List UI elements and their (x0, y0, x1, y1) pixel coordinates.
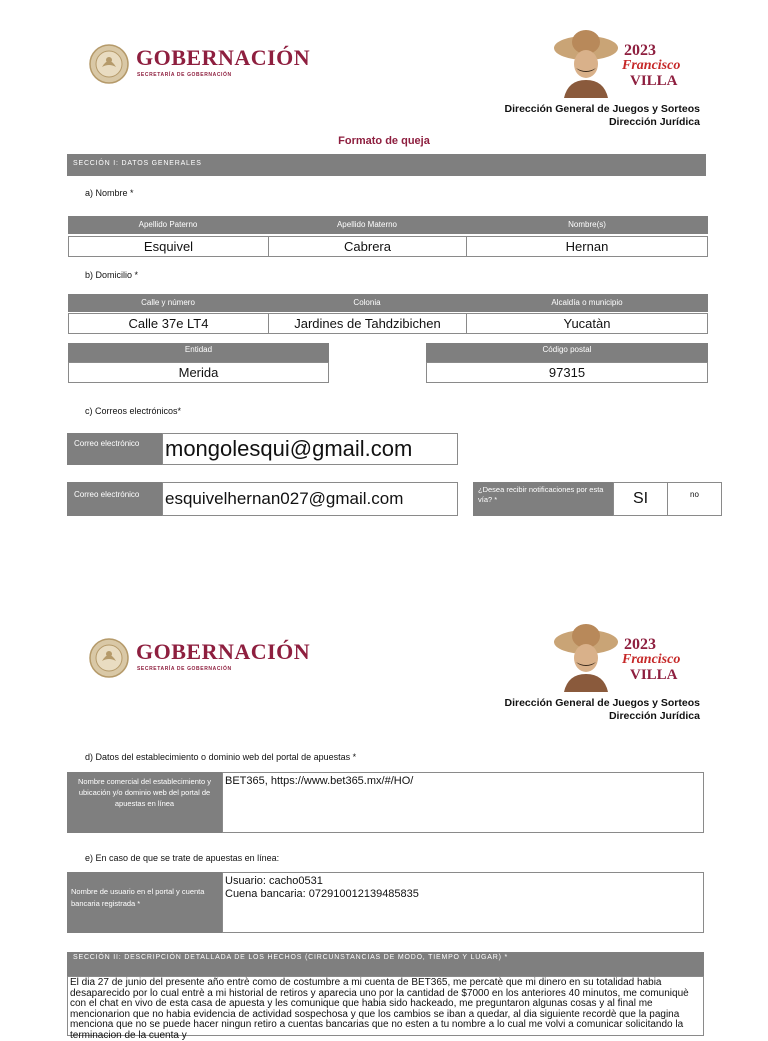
form-title: Formato de queja (338, 135, 430, 147)
gob-title-2: GOBERNACIÓN (136, 639, 311, 664)
villa-portrait-icon (552, 28, 622, 98)
label-establecimiento: d) Datos del establecimiento o dominio web del portal de apuestas * (85, 752, 357, 762)
header-entidad: Entidad (68, 343, 329, 363)
input-nombres[interactable]: Hernan (466, 236, 708, 257)
notif-option-no[interactable]: no (667, 482, 722, 516)
header-nombres: Nombre(s) (466, 216, 708, 234)
header-direcciones-2 (400, 697, 700, 723)
direccion-juridica-2: Dirección Jurídica (608, 710, 700, 722)
villa-year: 2023 (624, 42, 656, 59)
gobernacion-logo (88, 40, 328, 86)
label-domicilio: b) Domicilio * (85, 270, 139, 280)
direccion-juridica: Dirección Jurídica (608, 116, 700, 128)
usuario-value: Usuario: cacho0531 (225, 875, 323, 887)
establecimiento-label: Nombre comercial del establecimiento y ubicación y/o dominio web del portal de apuestas en línea (67, 772, 222, 833)
villa-name-last: VILLA (630, 73, 678, 89)
gob-subtitle-2: SECRETARÍA DE GOBERNACIÓN (137, 666, 232, 672)
villa-name-last-2: VILLA (630, 667, 678, 683)
header-colonia: Colonia (268, 294, 466, 312)
establecimiento-input[interactable]: BET365, https://www.bet365.mx/#/HO/ (222, 772, 704, 833)
villa-portrait-icon (552, 622, 622, 692)
notif-option-si[interactable]: SI (613, 482, 668, 516)
usuario-cuenta-label: Nombre de usuario en el portal y cuenta bancaria registrada * (67, 872, 222, 933)
header-apellido-materno: Apellido Materno (268, 216, 466, 234)
input-entidad[interactable]: Merida (68, 362, 329, 383)
gobernacion-logo-2 (88, 634, 328, 680)
label-correos: c) Correos electrónicos* (85, 406, 182, 416)
section-1-bar: SECCIÓN I: DATOS GENERALES (67, 154, 706, 176)
email-input-1[interactable]: mongolesqui@gmail.com (162, 433, 458, 465)
label-apuestas-linea: e) En caso de que se trate de apuestas en línea: (85, 853, 280, 863)
gob-title: GOBERNACIÓN (136, 45, 311, 70)
villa-name-first: Francisco (622, 58, 681, 73)
email-label-2: Correo electrónico (67, 482, 162, 516)
villa-logo-2 (552, 622, 692, 694)
villa-name-first-2: Francisco (622, 652, 681, 667)
villa-logo (552, 28, 692, 100)
header-direcciones (400, 103, 700, 129)
direccion-general-2: Dirección General de Juegos y Sorteos (504, 697, 700, 709)
header-codigo-postal: Código postal (426, 343, 708, 363)
header-apellido-paterno: Apellido Paterno (68, 216, 268, 234)
label-nombre: a) Nombre * (85, 188, 134, 198)
villa-year-2: 2023 (624, 636, 656, 653)
gob-subtitle: SECRETARÍA DE GOBERNACIÓN (137, 72, 232, 78)
email-input-2[interactable]: esquivelhernan027@gmail.com (162, 482, 458, 516)
input-colonia[interactable]: Jardines de Tahdzibichen (268, 313, 467, 334)
usuario-cuenta-input[interactable] (222, 872, 704, 933)
cuenta-value: Cuena bancaria: 072910012139485835 (225, 888, 419, 900)
section-2-bar: SECCIÓN II: DESCRIPCIÓN DETALLADA DE LOS HECHOS (CIRCUNSTANCIAS DE MODO, TIEMPO Y LUGAR) * (67, 952, 704, 976)
mexico-seal-icon (88, 43, 130, 85)
mexico-seal-icon (88, 637, 130, 679)
input-codigo-postal[interactable]: 97315 (426, 362, 708, 383)
input-apellido-materno[interactable]: Cabrera (268, 236, 467, 257)
notif-label: ¿Desea recibir notificaciones por esta vía? * (473, 482, 613, 516)
header-alcaldia: Alcaldía o municipio (466, 294, 708, 312)
input-apellido-paterno[interactable]: Esquivel (68, 236, 269, 257)
email-label-1: Correo electrónico (67, 433, 162, 465)
input-calle[interactable]: Calle 37e LT4 (68, 313, 269, 334)
input-alcaldia[interactable]: Yucatàn (466, 313, 708, 334)
descripcion-hechos[interactable]: El dia 27 de junio del presente año entrè como de costumbre a mi cuenta de BET365, me percatè que mi dinero en su totalidad habia desaparecido por lo cual entrè a mi historial de retiros y aparecia uno por la cantidad de $7000 en los anteriores 40 minutos, me comuniquè con el chat en vivo de esta casa de apuesta y les comunique que habia sido hackeado, me preguntaron algunas cosas y al final me mencionarion que no habia evidencia de actividad sospechosa y que los cambios se iban a quedar, al dia siguiente recordè que la pagina menciona que no se puede hacer ningun retiro a cuentas bancarias que no esten a tu nombre a lo cual me volvi a comunicar solicitando la terminacion de la cuenta y (67, 976, 704, 1036)
direccion-general: Dirección General de Juegos y Sorteos (504, 103, 700, 115)
header-calle: Calle y número (68, 294, 268, 312)
